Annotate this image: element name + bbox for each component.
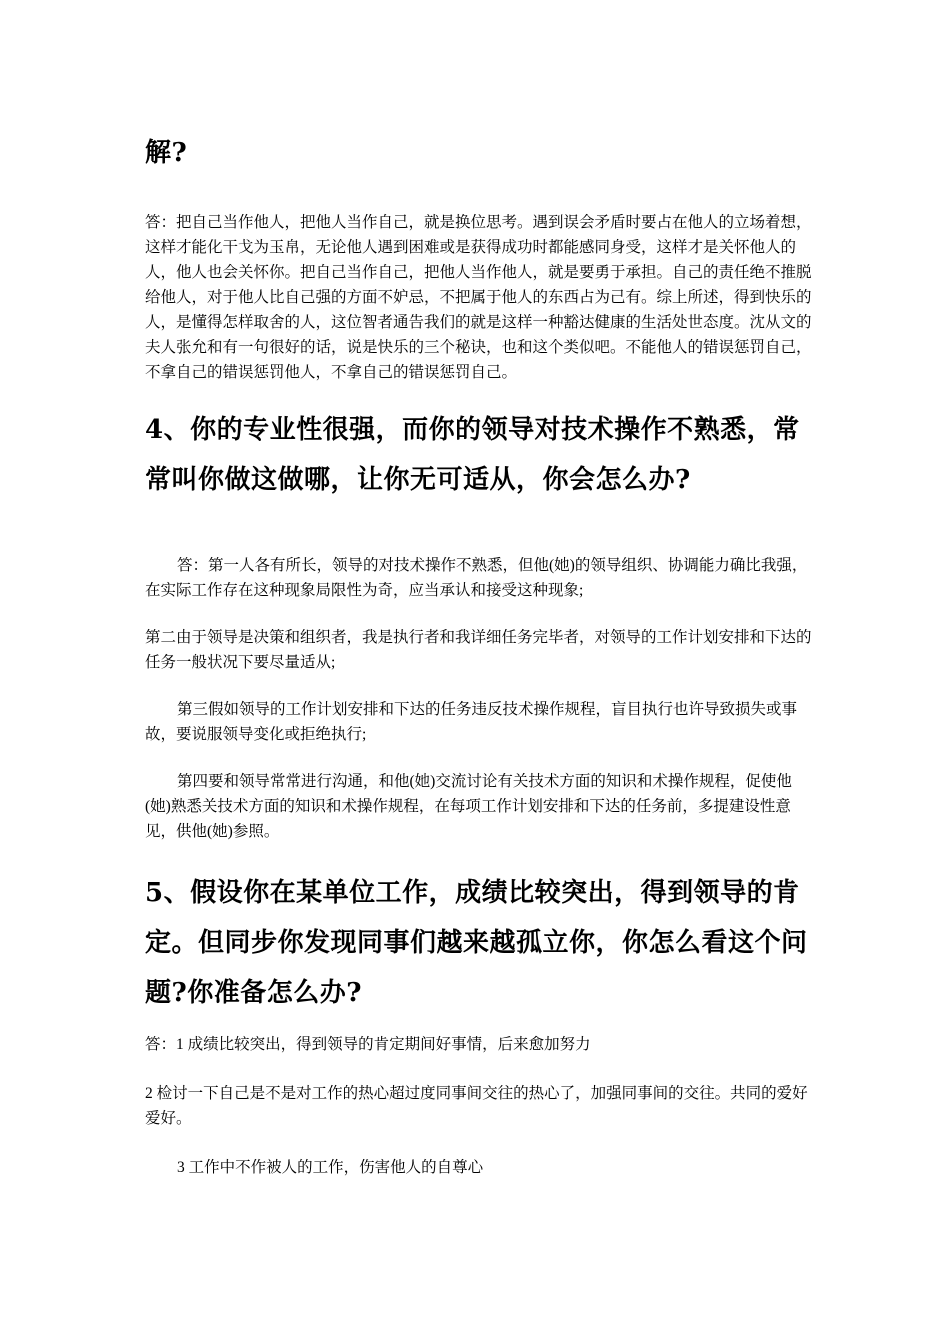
answer-4-paragraph-1: 答：第一人各有所长，领导的对技术操作不熟悉，但他(她)的领导组织、协调能力确比我强，在实际工作存在这种现象局限性为奇，应当承认和接受这种现象; — [145, 557, 808, 599]
answer-4-paragraph-4: 第四要和领导常常进行沟通，和他(她)交流讨论有关技术方面的知识和术操作规程，促使他(她)熟悉关技术方面的知识和术操作规程，在每项工作计划安排和下达的任务前，多提建设性意见，供他(她)参照。 — [145, 773, 792, 840]
answer-5-paragraph-3: 3 工作中不作被人的工作，伤害他人的自尊心 — [177, 1159, 484, 1176]
answer-5-paragraph-2: 2 检讨一下自己是不是对工作的热心超过度同事间交往的热心了，加强同事间的交往。共同的爱好爱好。 — [145, 1085, 808, 1127]
question-heading-4: 4、你的专业性很强，而你的领导对技术操作不熟悉，常常叫你做这做哪，让你无可适从，你会怎么办? — [145, 415, 800, 495]
question-heading-5: 5、假设你在某单位工作，成绩比较突出，得到领导的肯定。但同步你发现同事们越来越孤立你，你怎么看这个问题?你准备怎么办? — [145, 878, 808, 1008]
answer-5-paragraph-1: 答：1 成绩比较突出，得到领导的肯定期间好事情，后来愈加努力 — [145, 1036, 591, 1053]
document-body — [145, 128, 817, 1180]
question-heading-continued: 解? — [145, 138, 188, 168]
answer-paragraph-3: 答：把自己当作他人，把他人当作自己，就是换位思考。遇到误会矛盾时要占在他人的立场着想，这样才能化干戈为玉帛，无论他人遇到困难或是获得成功时都能感同身受，这样才是关怀他人的人，他人也会关怀你。把自己当作自己，把他人当作他人，就是要勇于承担。自己的责任绝不推脱给他人，对于他人比自己强的方面不妒忌，不把属于他人的东西占为己有。综上所述，得到快乐的人，是懂得怎样取舍的人，这位智者通告我们的就是这样一种豁达健康的生活处世态度。沈从文的夫人张允和有一句很好的话，说是快乐的三个秘诀，也和这个类似吧。不能他人的错误惩罚自己，不拿自己的错误惩罚他人，不拿自己的错误惩罚自己。 — [145, 214, 812, 381]
answer-4-paragraph-2: 第二由于领导是决策和组织者，我是执行者和我详细任务完毕者，对领导的工作计划安排和下达的任务一般状况下要尽量适从; — [145, 629, 812, 671]
answer-4-paragraph-3: 第三假如领导的工作计划安排和下达的任务违反技术操作规程，盲目执行也许导致损失或事故，要说服领导变化或拒绝执行; — [145, 701, 798, 743]
